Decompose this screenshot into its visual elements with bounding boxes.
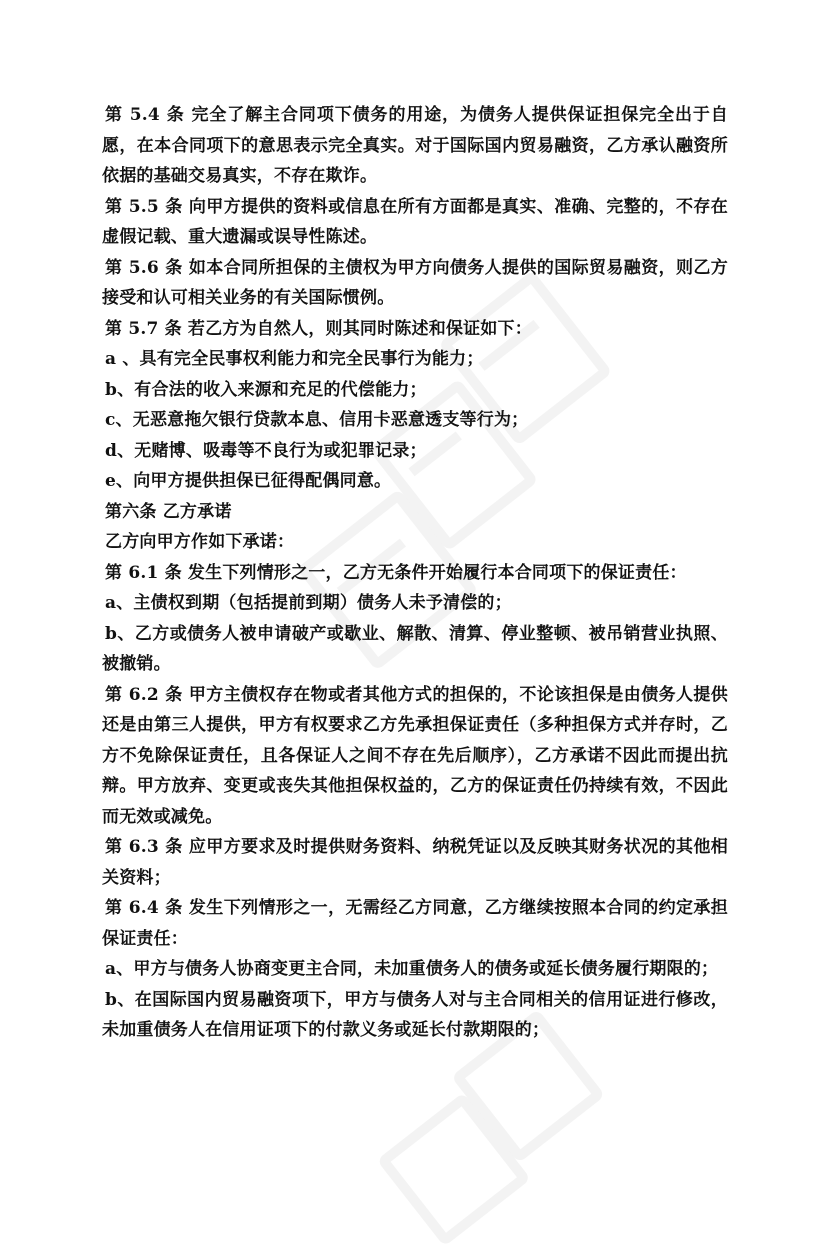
clause-5-7-item-e: e、向甲方提供担保已征得配偶同意。 (105, 471, 392, 491)
clause-6-3: 第 6.3 条 应甲方要求及时提供财务资料、纳税凭证以及反映其财务状况的其他相关资料； (102, 837, 728, 888)
article-6-heading: 第六条 乙方承诺 (105, 501, 232, 522)
clause-5-7-item-a: a 、具有完全民事权利能力和完全民事行为能力； (105, 349, 484, 369)
clause-6-2: 第 6.2 条 甲方主债权存在物或者其他方式的担保的，不论该担保是由债务人提供还是由第三人提供，甲方有权要求乙方先承担保证责任（多种担保方式并存时，乙方不免除保证责任，且各保证人之间不存在先后顺序），乙方承诺不因此而提出抗辩。甲方放弃、变更或丧失其他担保权益的，乙方的保证责任仍持续有效，不因此而无效或减免。 (102, 684, 728, 827)
clause-5-4: 第 5.4 条 完全了解主合同项下债务的用途，为债务人提供保证担保完全出于自愿，在本合同项下的意思表示完全真实。对于国际国内贸易融资，乙方承认融资所依据的基础交易真实，不存在欺诈。 (102, 105, 728, 186)
clause-5-6: 第 5.6 条 如本合同所担保的主债权为甲方向债务人提供的国际贸易融资，则乙方接受和认可相关业务的有关国际惯例。 (102, 257, 728, 308)
clause-6-4-item-a: a、甲方与债务人协商变更主合同，未加重债务人的债务或延长债务履行期限的； (105, 959, 719, 979)
clause-6-4: 第 6.4 条 发生下列情形之一，无需经乙方同意，乙方继续按照本合同的约定承担保证责任： (102, 898, 728, 949)
clause-5-7-item-d: d、无赌博、吸毒等不良行为或犯罪记录； (105, 440, 427, 461)
clause-5-7-item-b: b、有合法的收入来源和充足的代偿能力； (105, 379, 427, 400)
article-6-intro: 乙方向甲方作如下承诺： (105, 532, 295, 552)
clause-6-1-item-a: a、主债权到期（包括提前到期）债务人未予清偿的； (105, 593, 512, 613)
clause-5-7: 第 5.7 条 若乙方为自然人，则其同时陈述和保证如下： (105, 318, 532, 339)
clause-6-1: 第 6.1 条 发生下列情形之一，乙方无条件开始履行本合同项下的保证责任： (105, 562, 687, 583)
clause-5-7-item-c: c、无恶意拖欠银行贷款本息、信用卡恶意透支等行为； (105, 410, 529, 430)
clause-6-1-item-b: b、乙方或债务人被申请破产或歇业、解散、清算、停业整顿、被吊销营业执照、被撤销。 (102, 623, 728, 674)
document-body (102, 100, 728, 1046)
watermark-graphic-bottom (364, 1021, 595, 1239)
clause-6-4-item-b: b、在国际国内贸易融资项下，甲方与债务人对与主合同相关的信用证进行修改，未加重债务人在信用证项下的付款义务或延长付款期限的； (102, 989, 728, 1040)
clause-5-5: 第 5.5 条 向甲方提供的资料或信息在所有方面都是真实、准确、完整的，不存在虚假记载、重大遗漏或误导性陈述。 (102, 196, 728, 247)
